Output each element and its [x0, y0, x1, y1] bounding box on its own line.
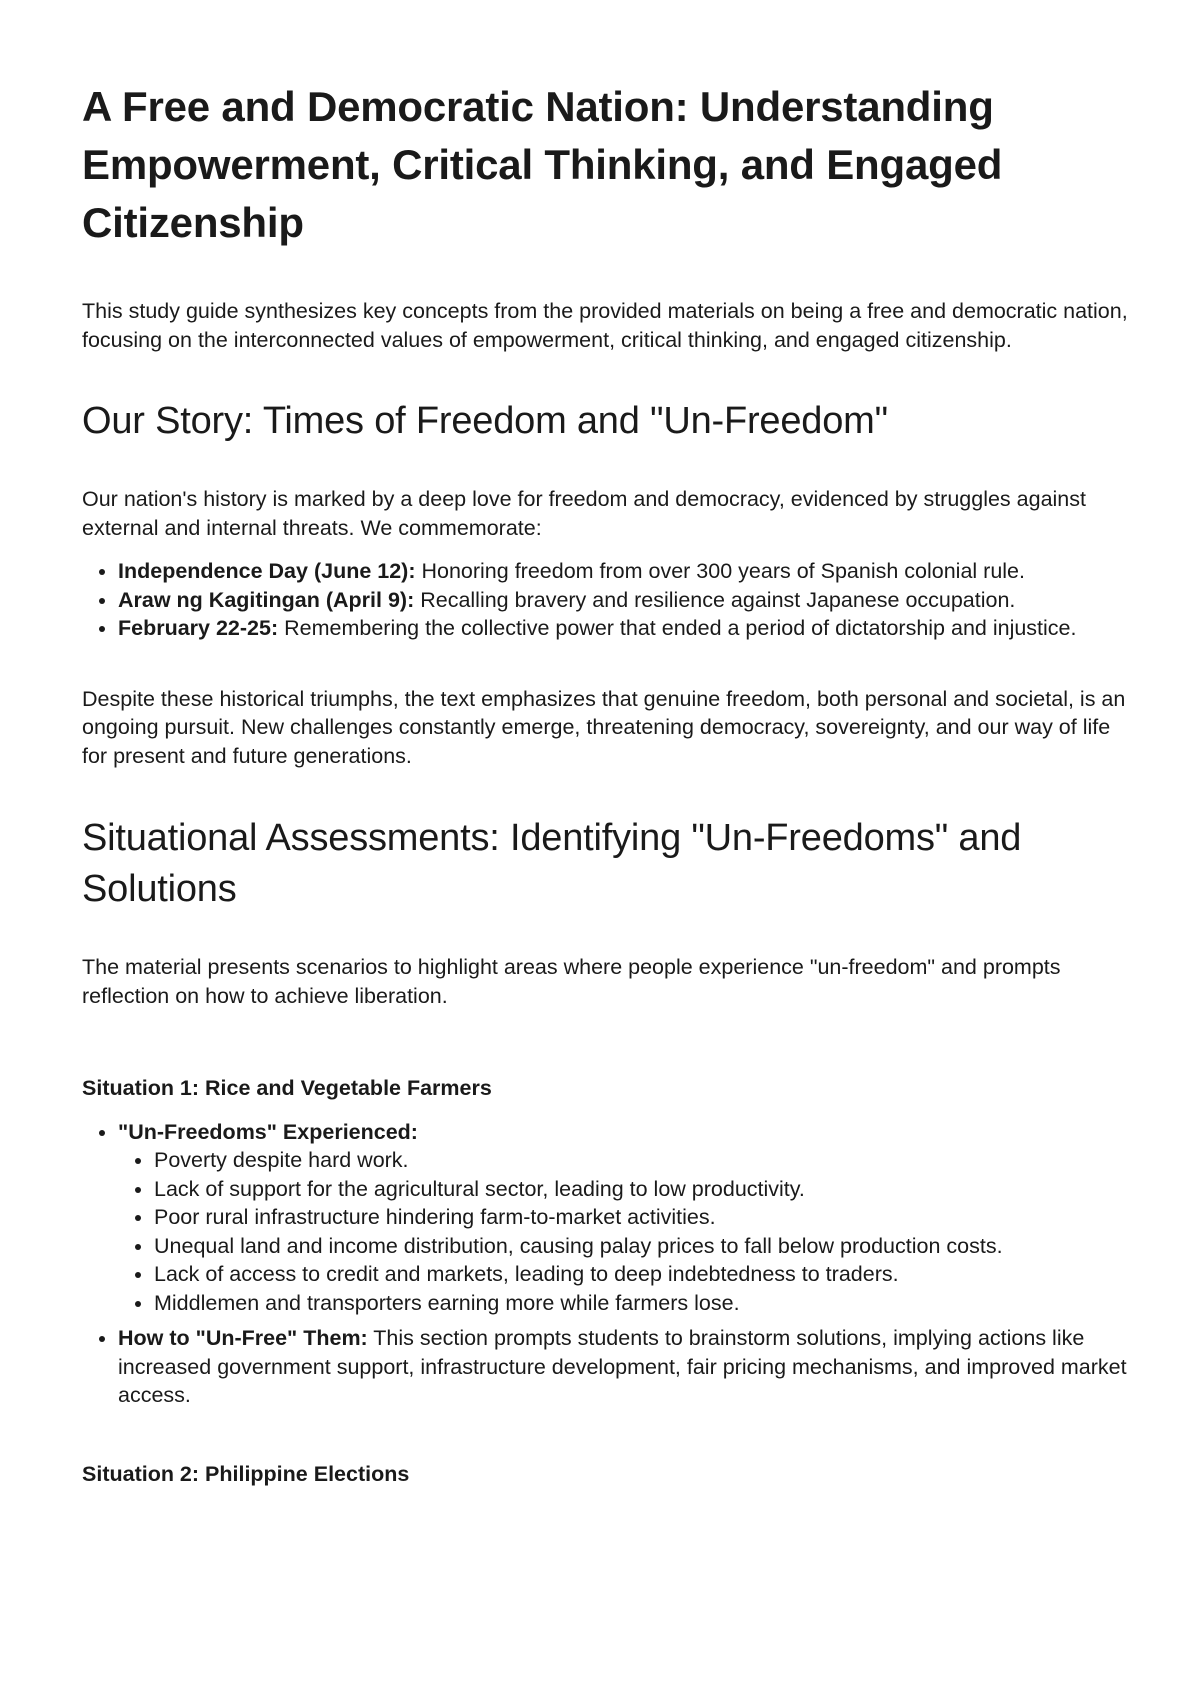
- freedom-pursuit-paragraph: Despite these historical triumphs, the text emphasizes that genuine freedom, both personal and societal, is an ongoing pursuit. New challenges constantly emerge, threatening democracy, sovereignty, and our way of life for present and future generations.: [82, 686, 1126, 768]
- sublist-item: • Lack of support for the agricultural sector, leading to low productivity.: [154, 1175, 1132, 1204]
- item-label: February 22-25:: [118, 616, 279, 640]
- sublist-item: • Poor rural infrastructure hindering farm-to-market activities.: [154, 1203, 1132, 1232]
- item-text: Honoring freedom from over 300 years of Spanish colonial rule.: [415, 559, 1025, 583]
- unfree-text: This section prompts students to brainstorm solutions, implying actions like increased government support, infrastructure development, fair pricing mechanisms, and improved market access.: [118, 1326, 1127, 1407]
- item-text: Recalling bravery and resilience against Japanese occupation.: [414, 587, 1016, 612]
- section-heading-situational-assessments: Situational Assessments: Identifying "Un-Freedoms" and Solutions: [82, 817, 1022, 910]
- situation-2-heading: Situation 2: Philippine Elections: [82, 1461, 410, 1486]
- commemoration-list: [82, 557, 1132, 643]
- item-text: Remembering the collective power that ended a period of dictatorship and injustice.: [278, 616, 1077, 640]
- unfreedoms-label: "Un-Freedoms" Experienced:: [118, 1119, 418, 1144]
- sublist-item: • Middlemen and transporters earning more while farmers lose.: [154, 1289, 1132, 1318]
- situation-1-list: [82, 1118, 1132, 1410]
- list-item: [118, 614, 1132, 643]
- scenarios-paragraph: The material presents scenarios to highlight areas where people experience "un-freedom" and prompts reflection on how to achieve liberation.: [82, 955, 1061, 1008]
- list-item: [118, 586, 1132, 615]
- list-item: [118, 1118, 1132, 1318]
- list-item: [118, 1324, 1132, 1410]
- unfree-label: How to "Un-Free" Them:: [118, 1326, 368, 1350]
- item-label: Independence Day (June 12):: [118, 559, 416, 583]
- document-title: A Free and Democratic Nation: Understanding Empowerment, Critical Thinking, and Engaged Citizenship: [82, 83, 1003, 246]
- intro-paragraph: This study guide synthesizes key concepts from the provided materials on being a free and democratic nation, focusing on the interconnected values of empowerment, critical thinking, and engaged citizenship.: [82, 299, 1128, 352]
- unfreedoms-sublist: [118, 1146, 1132, 1317]
- sublist-item: • Lack of access to credit and markets, leading to deep indebtedness to traders.: [154, 1260, 1132, 1289]
- section-heading-our-story: Our Story: Times of Freedom and "Un-Freedom": [82, 400, 888, 442]
- sublist-item: • Poverty despite hard work.: [154, 1146, 1132, 1175]
- list-item: [118, 557, 1132, 586]
- sublist-item: • Unequal land and income distribution, causing palay prices to fall below production costs.: [154, 1232, 1132, 1261]
- item-label: Araw ng Kagitingan (April 9):: [118, 587, 415, 612]
- document-page: [82, 78, 1132, 1503]
- situation-1-heading: Situation 1: Rice and Vegetable Farmers: [82, 1076, 492, 1100]
- history-paragraph: Our nation's history is marked by a deep love for freedom and democracy, evidenced by struggles against external and internal threats. We commemorate:: [82, 487, 1086, 540]
